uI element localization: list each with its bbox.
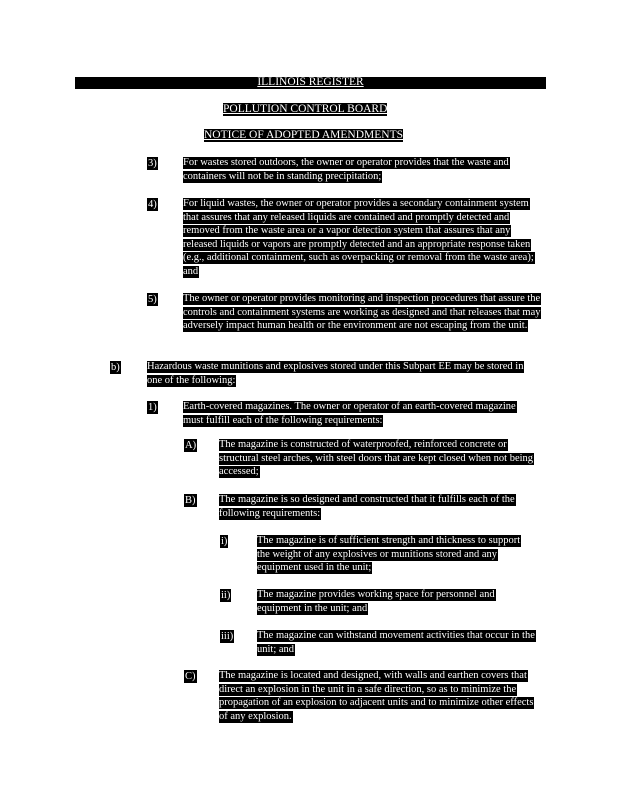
item-marker: C) bbox=[185, 671, 196, 682]
item-marker: 3) bbox=[148, 158, 157, 169]
paragraph-text: The magazine is located and designed, with walls and earthen covers that direct an explosion in the unit in a safe direction, so as to minimize the propagation of an explosion to adjacent units and to minimize other effects of any explosion. bbox=[219, 670, 534, 722]
item-marker: i) bbox=[221, 536, 228, 547]
item-marker: 5) bbox=[148, 294, 157, 305]
paragraph-b1Bi bbox=[257, 534, 533, 575]
paragraph-text: The magazine provides working space for personnel and equipment in the unit; and bbox=[257, 589, 495, 614]
paragraph-text: The magazine is so designed and constructed that it fulfills each of the following requirements: bbox=[219, 494, 515, 519]
paragraph-b bbox=[147, 360, 539, 387]
item-marker: 4) bbox=[148, 199, 157, 210]
paragraph-text: For wastes stored outdoors, the owner or operator provides that the waste and containers will not be in standing precipitation; bbox=[183, 157, 509, 182]
paragraph-a3 bbox=[183, 156, 539, 183]
item-marker: A) bbox=[185, 440, 197, 451]
paragraph-b1Bii bbox=[257, 588, 533, 615]
board-title: POLLUTION CONTROL BOARD bbox=[223, 103, 388, 115]
register-header-bar bbox=[75, 77, 546, 89]
paragraph-text: The magazine can withstand movement activities that occur in the unit; and bbox=[257, 630, 535, 655]
item-marker: b) bbox=[111, 362, 120, 373]
paragraph-b1A bbox=[219, 438, 547, 479]
paragraph-text: The magazine is constructed of waterproofed, reinforced concrete or structural steel arches, with steel doors that are kept closed when not being accessed; bbox=[219, 439, 534, 478]
notice-title: NOTICE OF ADOPTED AMENDMENTS bbox=[204, 129, 404, 141]
paragraph-b1B bbox=[219, 493, 545, 520]
paragraph-b1Biii bbox=[257, 629, 549, 656]
item-marker: ii) bbox=[221, 590, 231, 601]
paragraph-text: Earth-covered magazines. The owner or operator of an earth-covered magazine must fulfill each of the following requirements: bbox=[183, 401, 516, 426]
paragraph-text: For liquid wastes, the owner or operator provides a secondary containment system that assures that any released liquids are contained and promptly detected and removed from the waste area or a vapor detection system that assures that any released liquids or vapors are promptly detected and an appropriate response taken (e.g., additional containment, such as overpacking or removal from the waste area); and bbox=[183, 198, 534, 277]
paragraph-a4 bbox=[183, 197, 545, 279]
register-title: ILLINOIS REGISTER bbox=[257, 76, 364, 88]
item-marker: iii) bbox=[221, 631, 234, 642]
item-marker: B) bbox=[185, 495, 196, 506]
item-marker: 1) bbox=[148, 402, 157, 413]
paragraph-text: The owner or operator provides monitoring and inspection procedures that assure the controls and containment systems are working as designed and that releases that may adversely impact human health or the environment are not escaping from the unit. bbox=[183, 293, 541, 332]
paragraph-text: The magazine is of sufficient strength and thickness to support the weight of any explosives or munitions stored and any equipment used in the unit; bbox=[257, 535, 521, 574]
paragraph-text: Hazardous waste munitions and explosives stored under this Subpart EE may be stored in one of the following: bbox=[147, 361, 524, 386]
paragraph-b1 bbox=[183, 400, 523, 427]
paragraph-b1C bbox=[219, 669, 541, 723]
paragraph-a5 bbox=[183, 292, 543, 333]
